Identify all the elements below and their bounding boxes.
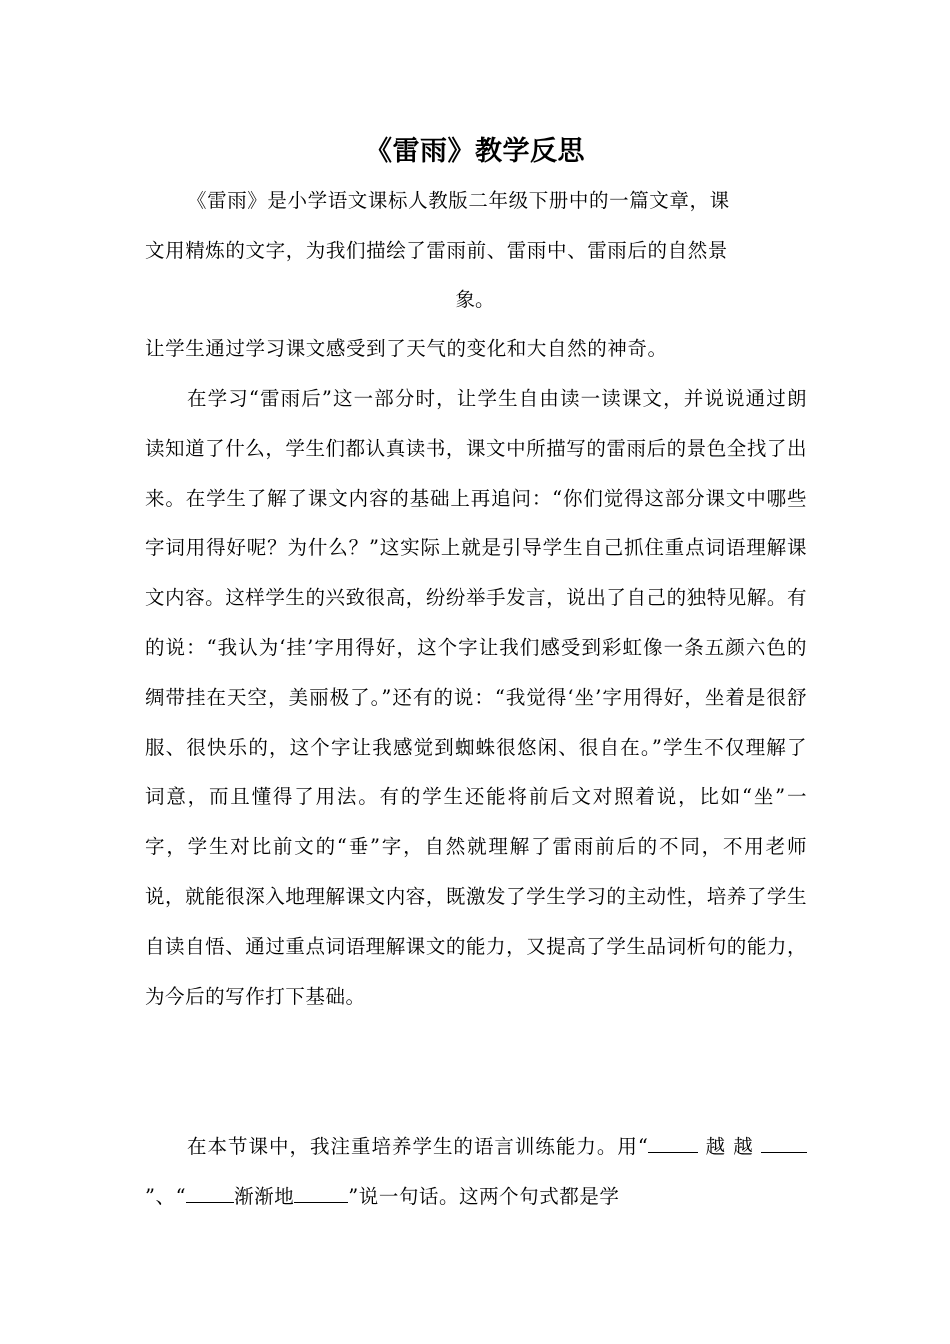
fill-blank-1 xyxy=(648,1136,698,1153)
summary-sentence: 让学生通过学习课文感受到了天气的变化和大自然的神奇。 xyxy=(145,337,668,360)
intro-paragraph xyxy=(145,176,805,325)
fill-blank-2 xyxy=(761,1136,807,1153)
paragraph3-text-4: 渐渐地 xyxy=(234,1184,295,1208)
paragraph-language-training xyxy=(145,1122,807,1222)
fill-blank-4 xyxy=(294,1186,348,1203)
intro-line-1: 《雷雨》是小学语文课标人教版二年级下册中的一篇文章，课 xyxy=(187,189,730,212)
intro-line-3: 象。 xyxy=(455,288,495,311)
paragraph-thunder-after: 在学习“雷雨后”这一部分时，让学生自由读一读课文，并说说通过朗读知道了什么，学生们都认真读书，课文中所描写的雷雨后的景色全找了出来。在学生了解了课文内容的基础上再追问：“你们觉得这部分课文中哪些字词用得好呢？为什么？”这实际上就是引导学生自己抓住重点词语理解课文内容。这样学生的兴致很高，纷纷举手发言，说出了自己的独特见解。有的说：“我认为‘挂’字用得好，这个字让我们感受到彩虹像一条五颜六色的绸带挂在天空，美丽极了。”还有的说：“我觉得‘坐’字用得好，坐着是很舒服、很快乐的，这个字让我感觉到蜘蛛很悠闲、很自在。”学生不仅理解了词意，而且懂得了用法。有的学生还能将前后文对照着说，比如“坐”一字，学生对比前文的“垂”字，自然就理解了雷雨前后的不同，不用老师说，就能很深入地理解课文内容，既激发了学生学习的主动性，培养了学生自读自悟、通过重点词语理解课文的能力，又提高了学生品词析句的能力，为今后的写作打下基础。 xyxy=(145,387,807,1008)
paragraph3-text-1: 在本节课中，我注重培养学生的语言训练能力。用“ xyxy=(187,1135,649,1158)
paragraph3-text-2: 越 越 xyxy=(698,1135,761,1158)
paragraph3-text-5: ”说一句话。这两个句式都是学 xyxy=(348,1184,620,1208)
intro-line-2: 文用精炼的文字，为我们描绘了雷雨前、雷雨中、雷雨后的自然景 xyxy=(145,238,728,262)
paragraph3-text-3: ”、“ xyxy=(145,1184,187,1208)
document-title: 《雷雨》教学反思 xyxy=(365,136,585,167)
fill-blank-3 xyxy=(186,1186,234,1203)
